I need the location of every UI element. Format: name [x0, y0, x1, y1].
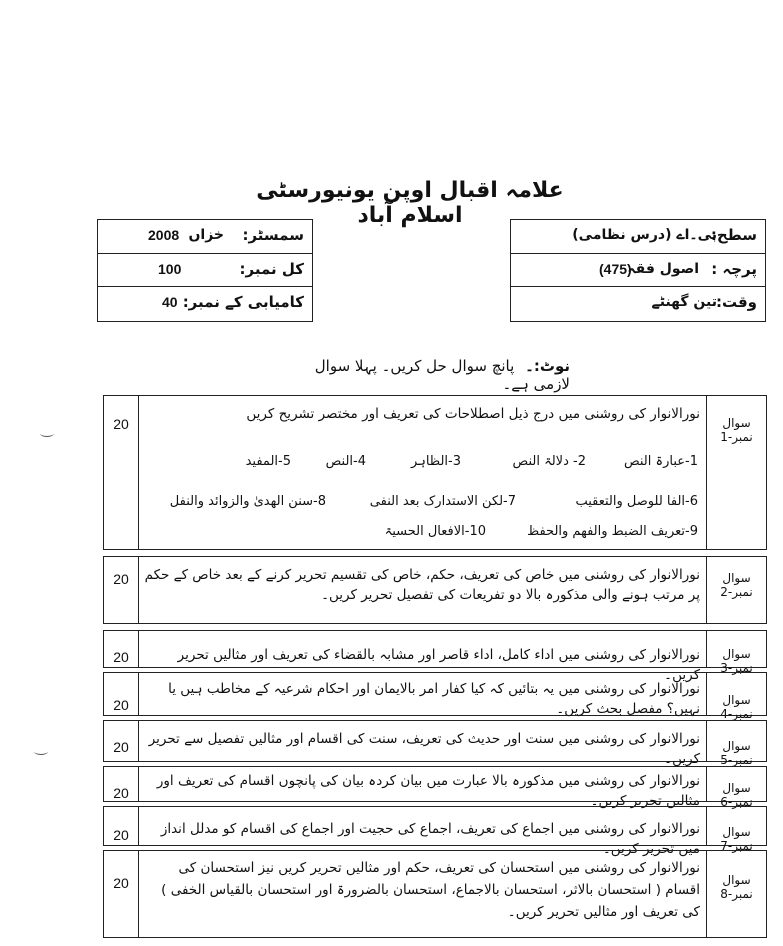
term-item: 3-الظاہر [411, 454, 461, 469]
term-item: 2- دلالۃ النص [512, 454, 586, 469]
level-row [511, 220, 765, 253]
time-row [511, 286, 765, 320]
question-marks: 20 [113, 827, 129, 843]
total-marks-row [98, 253, 312, 287]
question-number: سوال نمبر-1 [720, 416, 753, 444]
question-row [103, 720, 767, 767]
term-item: 4-النص [325, 454, 366, 469]
term-item: 1-عبارۃ النص [623, 454, 698, 469]
note-label: نوٹ:۔ [525, 357, 570, 375]
semester-row [98, 220, 312, 253]
exam-year: 2008 [148, 227, 180, 243]
question-row [103, 850, 767, 938]
term-item: 8-سنن الھدیٰ والزوائد والنفل [169, 494, 326, 509]
semester-value: خزاں [188, 227, 224, 243]
question-number: سوال نمبر-4 [720, 693, 753, 721]
margin-mark [40, 430, 54, 437]
question-text: نورالانوار کی روشنی میں اداء کامل، اداء قاصر اور مشابہ بالقضاء کی تعریف اور مثالیں تحریر کریں۔ [177, 647, 700, 683]
semester-label: سمسٹر: [242, 226, 304, 244]
question-row [103, 395, 767, 550]
margin-mark [34, 748, 48, 755]
term-item: 6-الفا للوصل والتعقیب [575, 494, 698, 509]
question-marks: 20 [113, 739, 129, 755]
question-text: نورالانوار کی روشنی میں استحسان کی تعریف، حکم اور مثالیں تحریر کریں نیز استحسان کی اقسام ( استحسان بالاثر، استحسان بالاجماع، استحسان بالضرورۃ اور استحسان بالقیاس الخفی ) کی تعریف اور مثالیں تحریر کریں۔ [161, 860, 700, 920]
question-text: نورالانوار کی روشنی میں سنت اور حدیث کی تعریف، سنت کی اقسام اور مثالیں تفصیل سے تحریر کریں۔ [148, 731, 700, 767]
exam-info-box [97, 219, 313, 322]
question-marks: 20 [113, 416, 129, 432]
question-marks: 20 [113, 785, 129, 801]
pass-marks-row [98, 286, 312, 320]
question-text: نورالانوار کی روشنی میں خاص کی تعریف، حکم، خاص کی تقسیم تحریر کرنے کے بعد خاص کے حکم پر مرتب ہونے والی مذکورہ بالا دو تفریعات کی تفصیل تحریر کریں۔ [144, 567, 700, 603]
question-number: سوال نمبر-5 [720, 739, 753, 767]
question-number: سوال نمبر-6 [720, 781, 753, 809]
course-info-box [510, 219, 766, 322]
question-marks: 20 [113, 875, 129, 891]
question-row [103, 766, 767, 809]
paper-label: پرچہ : [711, 260, 757, 278]
question-number: سوال نمبر-3 [720, 647, 753, 675]
time-label: وقت: [715, 293, 757, 311]
question-number: سوال نمبر-8 [720, 873, 753, 901]
total-marks-value: 100 [158, 261, 182, 277]
question-row [103, 556, 767, 624]
level-label: سطح: [710, 226, 757, 244]
note-text: پانچ سوال حل کریں۔ پہلا سوال لازمی ہے۔ [314, 357, 570, 393]
question-number: سوال نمبر-2 [720, 571, 753, 599]
question-text: نورالانوار کی روشنی میں اجماع کی تعریف، اجماع کی حجیت اور اجماع کی اقسام کو مدلل انداز میں تحریر کریں۔ [160, 821, 700, 857]
question-number: سوال نمبر-7 [720, 825, 753, 853]
pass-marks-value: 40 [162, 294, 178, 310]
question-marks: 20 [113, 571, 129, 587]
term-item: 5-المفید [245, 454, 291, 469]
question-marks: 20 [113, 697, 129, 713]
university-title: علامہ اقبال اوپن یونیورسٹی اسلام آباد [256, 178, 564, 228]
instruction-note [280, 357, 570, 393]
paper-code: (475) [599, 261, 632, 277]
question-text: نورالانوار کی روشنی میں یہ بتائیں کہ کیا کفار امر بالایمان اور احکام شرعیہ کے مخاطب ہیں یا نہیں؟ مفصل بحث کریں۔ [168, 681, 700, 717]
question-text: نورالانوار کی روشنی میں مذکورہ بالا عبارت میں بیان کردہ بیان کی پانچوں اقسام کی تعریف اور مثالیں تحریر کریں۔ [156, 773, 700, 809]
time-value: تین گھنٹے [651, 294, 717, 310]
term-item: 9-تعریف الضبط والفھم والحفظ [527, 524, 698, 539]
question-row [103, 672, 767, 721]
question-text: نورالانوار کی روشنی میں درج ذیل اصطلاحات کی تعریف اور مختصر تشریح کریں [246, 406, 700, 422]
term-item: 10-الافعال الحسیۃ [384, 524, 486, 539]
pass-marks-label: کامیابی کے نمبر: [182, 293, 304, 311]
question-marks: 20 [113, 649, 129, 665]
term-item: 7-لکن الاستدارک بعد النفی [369, 494, 516, 509]
total-marks-label: کل نمبر: [239, 260, 304, 278]
paper-value: اصول فقہ [627, 261, 699, 277]
level-value: بی۔اے (درس نظامی) [572, 227, 717, 243]
question-row [103, 630, 767, 683]
question-row [103, 806, 767, 857]
paper-row [511, 253, 765, 287]
